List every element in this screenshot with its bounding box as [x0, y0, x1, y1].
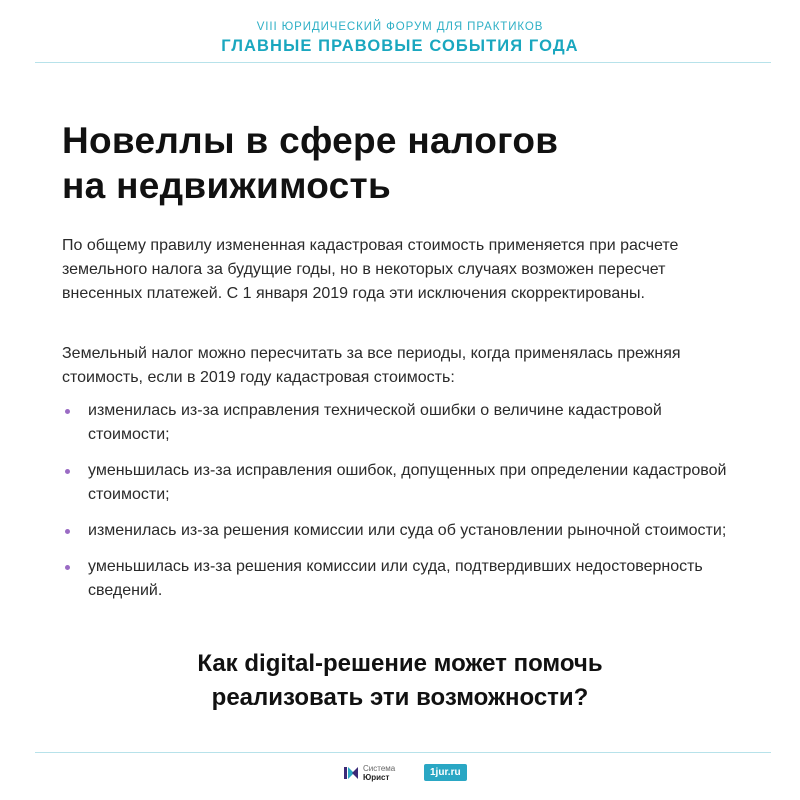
sistema-yurist-logo-icon	[343, 765, 359, 781]
logo-text-line1: Система	[363, 764, 396, 773]
list-item: изменилась из-за решения комиссии или суда об установлении рыночной стоимости;	[62, 519, 742, 543]
list-item: уменьшилась из-за исправления ошибок, допущенных при определении кадастровой стоимости;	[62, 459, 742, 507]
footer	[0, 760, 800, 786]
list-item: изменилась из-за исправления технической ошибки о величине кадастровой стоимости;	[62, 399, 742, 447]
forum-title: ГЛАВНЫЕ ПРАВОВЫЕ СОБЫТИЯ ГОДА	[221, 37, 579, 55]
sistema-yurist-logo	[343, 762, 395, 784]
conditions-list	[62, 399, 742, 615]
header-divider	[35, 62, 771, 63]
list-item: уменьшилась из-за решения комиссии или суда, подтвердивших недостоверность сведений.	[62, 555, 742, 603]
slide-title-line: Новеллы в сфере налогов	[62, 120, 559, 161]
logo-text	[363, 764, 395, 782]
closing-question	[0, 647, 800, 715]
intro-paragraph: По общему правилу измененная кадастровая стоимость применяется при расчете земельного налога за будущие годы, но в некоторых случаях возможен пересчет внесенных платежей. С 1 января 2019 года эти исключения скорректированы.	[62, 237, 679, 302]
slide-title-line: на недвижимость	[62, 165, 392, 206]
condition-paragraph: Земельный налог можно пересчитать за все периоды, когда применялась прежняя стоимость, если в 2019 году кадастровая стоимость:	[62, 345, 681, 386]
question-line: Как digital-решение может помочь	[197, 650, 603, 677]
footer-divider	[35, 752, 771, 753]
slide-title	[62, 118, 742, 208]
logo-text-line2: Юрист	[363, 773, 390, 782]
forum-subtitle: VIII ЮРИДИЧЕСКИЙ ФОРУМ ДЛЯ ПРАКТИКОВ	[256, 21, 544, 33]
forum-header	[0, 20, 800, 57]
question-line: реализовать эти возможности?	[211, 684, 589, 711]
1jur-badge: 1jur.ru	[424, 764, 467, 781]
